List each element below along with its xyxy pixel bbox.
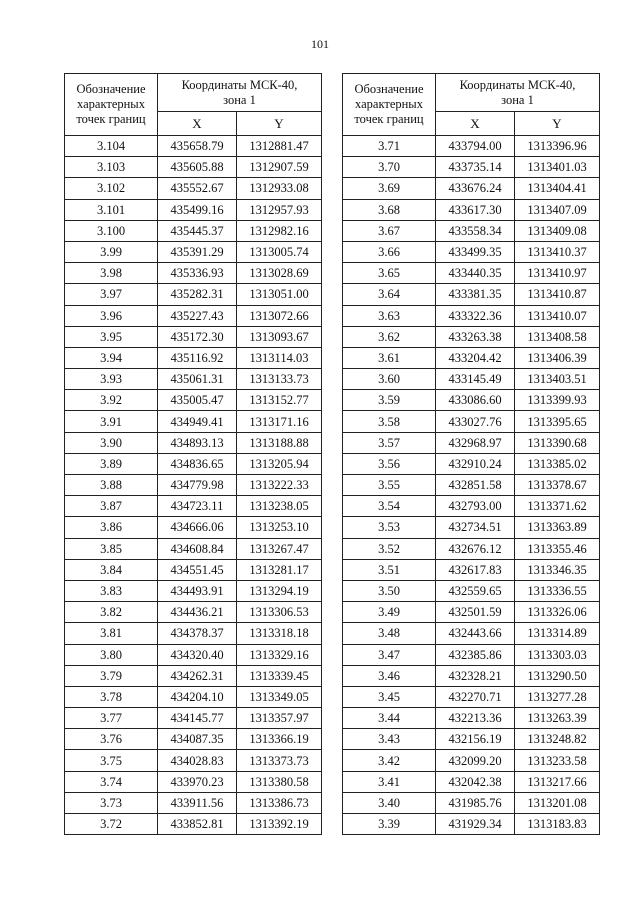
point-designation-cell: 3.78 [65, 686, 158, 707]
designation-header-line-1: Обозначение [354, 82, 424, 96]
point-designation-cell: 3.39 [343, 814, 436, 835]
table-row [343, 559, 600, 580]
point-designation-cell: 3.82 [65, 602, 158, 623]
point-designation-cell: 3.43 [343, 729, 436, 750]
table-row [65, 750, 322, 771]
point-designation-cell: 3.58 [343, 411, 436, 432]
table-row [343, 814, 600, 835]
x-coordinate-cell: 435116.92 [158, 347, 237, 368]
y-coordinate-cell: 1313222.33 [237, 475, 322, 496]
x-header: X [158, 112, 237, 136]
x-coordinate-cell: 432156.19 [436, 729, 515, 750]
x-coordinate-cell: 432734.51 [436, 517, 515, 538]
x-coordinate-cell: 432910.24 [436, 453, 515, 474]
y-header: Y [237, 112, 322, 136]
x-coordinate-cell: 434204.10 [158, 686, 237, 707]
x-coordinate-cell: 432968.97 [436, 432, 515, 453]
x-coordinate-cell: 433086.60 [436, 390, 515, 411]
table-row [65, 411, 322, 432]
table-body [65, 136, 322, 835]
y-coordinate-cell: 1313267.47 [237, 538, 322, 559]
y-coordinate-cell: 1313357.97 [237, 708, 322, 729]
table-row [65, 729, 322, 750]
y-header: Y [515, 112, 600, 136]
table-row [343, 178, 600, 199]
x-coordinate-cell: 432270.71 [436, 686, 515, 707]
table-row [65, 199, 322, 220]
table-row [65, 580, 322, 601]
point-designation-cell: 3.96 [65, 305, 158, 326]
x-coordinate-cell: 433204.42 [436, 347, 515, 368]
point-designation-cell: 3.53 [343, 517, 436, 538]
x-coordinate-cell: 435005.47 [158, 390, 237, 411]
y-coordinate-cell: 1313072.66 [237, 305, 322, 326]
y-coordinate-cell: 1313188.88 [237, 432, 322, 453]
point-designation-cell: 3.68 [343, 199, 436, 220]
point-designation-cell: 3.56 [343, 453, 436, 474]
coordinates-header [158, 74, 322, 112]
y-coordinate-cell: 1313263.39 [515, 708, 600, 729]
y-coordinate-cell: 1313378.67 [515, 475, 600, 496]
table-row [65, 644, 322, 665]
point-designation-cell: 3.66 [343, 241, 436, 262]
table-row [65, 432, 322, 453]
table-row [65, 263, 322, 284]
y-coordinate-cell: 1313385.02 [515, 453, 600, 474]
y-coordinate-cell: 1313217.66 [515, 771, 600, 792]
x-coordinate-cell: 433558.34 [436, 220, 515, 241]
x-coordinate-cell: 434028.83 [158, 750, 237, 771]
point-designation-cell: 3.70 [343, 157, 436, 178]
y-coordinate-cell: 1313233.58 [515, 750, 600, 771]
table-row [343, 602, 600, 623]
x-coordinate-cell: 432385.86 [436, 644, 515, 665]
table-row [343, 220, 600, 241]
table-row [65, 347, 322, 368]
x-coordinate-cell: 435445.37 [158, 220, 237, 241]
point-designation-cell: 3.67 [343, 220, 436, 241]
point-designation-cell: 3.54 [343, 496, 436, 517]
point-designation-cell: 3.44 [343, 708, 436, 729]
x-coordinate-cell: 434779.98 [158, 475, 237, 496]
designation-header-line-1: Обозначение [76, 82, 146, 96]
x-coordinate-cell: 432676.12 [436, 538, 515, 559]
point-designation-cell: 3.87 [65, 496, 158, 517]
point-designation-cell: 3.79 [65, 665, 158, 686]
table-body [343, 136, 600, 835]
table-row [65, 284, 322, 305]
x-header: X [436, 112, 515, 136]
x-coordinate-cell: 433970.23 [158, 771, 237, 792]
point-designation-cell: 3.83 [65, 580, 158, 601]
y-coordinate-cell: 1313404.41 [515, 178, 600, 199]
point-designation-cell: 3.98 [65, 263, 158, 284]
y-coordinate-cell: 1313366.19 [237, 729, 322, 750]
x-coordinate-cell: 434145.77 [158, 708, 237, 729]
x-coordinate-cell: 433322.36 [436, 305, 515, 326]
y-coordinate-cell: 1313005.74 [237, 241, 322, 262]
point-designation-cell: 3.100 [65, 220, 158, 241]
point-designation-cell: 3.95 [65, 326, 158, 347]
x-coordinate-cell: 433617.30 [436, 199, 515, 220]
point-designation-cell: 3.94 [65, 347, 158, 368]
y-coordinate-cell: 1313205.94 [237, 453, 322, 474]
table-row [343, 792, 600, 813]
y-coordinate-cell: 1313248.82 [515, 729, 600, 750]
table-row [65, 390, 322, 411]
table-row [65, 157, 322, 178]
y-coordinate-cell: 1313253.10 [237, 517, 322, 538]
table-row [65, 665, 322, 686]
point-designation-cell: 3.93 [65, 369, 158, 390]
y-coordinate-cell: 1313406.39 [515, 347, 600, 368]
table-row [343, 475, 600, 496]
y-coordinate-cell: 1313380.58 [237, 771, 322, 792]
designation-header-line-2: характерных [77, 97, 145, 111]
point-designation-cell: 3.72 [65, 814, 158, 835]
y-coordinate-cell: 1313290.50 [515, 665, 600, 686]
point-designation-cell: 3.50 [343, 580, 436, 601]
x-coordinate-cell: 433381.35 [436, 284, 515, 305]
table-row [343, 729, 600, 750]
x-coordinate-cell: 435172.30 [158, 326, 237, 347]
x-coordinate-cell: 433676.24 [436, 178, 515, 199]
y-coordinate-cell: 1313183.83 [515, 814, 600, 835]
y-coordinate-cell: 1313410.37 [515, 241, 600, 262]
y-coordinate-cell: 1313401.03 [515, 157, 600, 178]
y-coordinate-cell: 1313277.28 [515, 686, 600, 707]
x-coordinate-cell: 432793.00 [436, 496, 515, 517]
coordinates-header [436, 74, 600, 112]
point-designation-cell: 3.102 [65, 178, 158, 199]
table-row [65, 453, 322, 474]
y-coordinate-cell: 1313409.08 [515, 220, 600, 241]
x-coordinate-cell: 434551.45 [158, 559, 237, 580]
point-designation-cell: 3.47 [343, 644, 436, 665]
table-row [65, 559, 322, 580]
point-designation-cell: 3.69 [343, 178, 436, 199]
table-row [343, 263, 600, 284]
x-coordinate-cell: 432443.66 [436, 623, 515, 644]
x-coordinate-cell: 435336.93 [158, 263, 237, 284]
y-coordinate-cell: 1313371.62 [515, 496, 600, 517]
table-row [343, 390, 600, 411]
x-coordinate-cell: 433735.14 [436, 157, 515, 178]
x-coordinate-cell: 435605.88 [158, 157, 237, 178]
table-row [65, 220, 322, 241]
table-row [343, 708, 600, 729]
table-row [343, 517, 600, 538]
x-coordinate-cell: 434378.37 [158, 623, 237, 644]
x-coordinate-cell: 435391.29 [158, 241, 237, 262]
x-coordinate-cell: 433852.81 [158, 814, 237, 835]
point-designation-cell: 3.65 [343, 263, 436, 284]
y-coordinate-cell: 1313133.73 [237, 369, 322, 390]
y-coordinate-cell: 1313373.73 [237, 750, 322, 771]
table-row [65, 602, 322, 623]
x-coordinate-cell: 432042.38 [436, 771, 515, 792]
coordinates-header-line-1: Координаты МСК-40, [181, 77, 298, 92]
x-coordinate-cell: 434493.91 [158, 580, 237, 601]
coordinates-table-right [342, 73, 600, 835]
y-coordinate-cell: 1313093.67 [237, 326, 322, 347]
table-row [65, 475, 322, 496]
point-designation-cell: 3.97 [65, 284, 158, 305]
x-coordinate-cell: 433499.35 [436, 241, 515, 262]
x-coordinate-cell: 435061.31 [158, 369, 237, 390]
x-coordinate-cell: 434666.06 [158, 517, 237, 538]
point-designation-cell: 3.89 [65, 453, 158, 474]
point-designation-cell: 3.75 [65, 750, 158, 771]
table-row [343, 326, 600, 347]
point-designation-cell: 3.71 [343, 136, 436, 157]
point-designation-cell: 3.63 [343, 305, 436, 326]
y-coordinate-cell: 1313238.05 [237, 496, 322, 517]
coordinates-header-line-1: Координаты МСК-40, [459, 77, 576, 92]
y-coordinate-cell: 1313396.96 [515, 136, 600, 157]
table-row [65, 708, 322, 729]
y-coordinate-cell: 1313051.00 [237, 284, 322, 305]
y-coordinate-cell: 1313314.89 [515, 623, 600, 644]
table-row [343, 453, 600, 474]
y-coordinate-cell: 1313339.45 [237, 665, 322, 686]
table-row [343, 369, 600, 390]
x-coordinate-cell: 432213.36 [436, 708, 515, 729]
point-designation-cell: 3.51 [343, 559, 436, 580]
table-row [65, 538, 322, 559]
coordinates-header-line-2: зона 1 [501, 92, 534, 107]
y-coordinate-cell: 1313355.46 [515, 538, 600, 559]
point-designation-cell: 3.40 [343, 792, 436, 813]
table-row [65, 136, 322, 157]
x-coordinate-cell: 432851.58 [436, 475, 515, 496]
table-row [343, 496, 600, 517]
y-coordinate-cell: 1313152.77 [237, 390, 322, 411]
y-coordinate-cell: 1312933.08 [237, 178, 322, 199]
y-coordinate-cell: 1313410.07 [515, 305, 600, 326]
x-coordinate-cell: 434949.41 [158, 411, 237, 432]
table-row [343, 665, 600, 686]
y-coordinate-cell: 1313408.58 [515, 326, 600, 347]
table-row [343, 644, 600, 665]
y-coordinate-cell: 1313392.19 [237, 814, 322, 835]
table-row [343, 411, 600, 432]
x-coordinate-cell: 433027.76 [436, 411, 515, 432]
table-row [343, 686, 600, 707]
table-row [343, 580, 600, 601]
y-coordinate-cell: 1313326.06 [515, 602, 600, 623]
point-designation-cell: 3.42 [343, 750, 436, 771]
y-coordinate-cell: 1312982.16 [237, 220, 322, 241]
table-row [65, 517, 322, 538]
y-coordinate-cell: 1313306.53 [237, 602, 322, 623]
x-coordinate-cell: 435658.79 [158, 136, 237, 157]
table-row [343, 347, 600, 368]
point-designation-cell: 3.60 [343, 369, 436, 390]
table-row [65, 241, 322, 262]
point-designation-cell: 3.99 [65, 241, 158, 262]
point-designation-cell: 3.48 [343, 623, 436, 644]
x-coordinate-cell: 434723.11 [158, 496, 237, 517]
x-coordinate-cell: 435552.67 [158, 178, 237, 199]
x-coordinate-cell: 435499.16 [158, 199, 237, 220]
point-designation-cell: 3.85 [65, 538, 158, 559]
y-coordinate-cell: 1313395.65 [515, 411, 600, 432]
table-row [343, 538, 600, 559]
point-designation-cell: 3.61 [343, 347, 436, 368]
table-row [65, 369, 322, 390]
point-designation-cell: 3.104 [65, 136, 158, 157]
x-coordinate-cell: 435227.43 [158, 305, 237, 326]
y-coordinate-cell: 1312907.59 [237, 157, 322, 178]
x-coordinate-cell: 431985.76 [436, 792, 515, 813]
x-coordinate-cell: 434608.84 [158, 538, 237, 559]
x-coordinate-cell: 434087.35 [158, 729, 237, 750]
designation-header-line-3: точек границ [354, 112, 424, 126]
point-designation-cell: 3.59 [343, 390, 436, 411]
point-designation-cell: 3.46 [343, 665, 436, 686]
table-row [343, 305, 600, 326]
point-designation-cell: 3.103 [65, 157, 158, 178]
y-coordinate-cell: 1313294.19 [237, 580, 322, 601]
y-coordinate-cell: 1313318.18 [237, 623, 322, 644]
table-row [65, 305, 322, 326]
x-coordinate-cell: 432328.21 [436, 665, 515, 686]
y-coordinate-cell: 1313399.93 [515, 390, 600, 411]
table-row [343, 157, 600, 178]
y-coordinate-cell: 1313201.08 [515, 792, 600, 813]
designation-header-line-3: точек границ [76, 112, 146, 126]
point-designation-cell: 3.62 [343, 326, 436, 347]
y-coordinate-cell: 1313028.69 [237, 263, 322, 284]
point-designation-cell: 3.86 [65, 517, 158, 538]
table-row [65, 178, 322, 199]
table-row [343, 136, 600, 157]
table-row [65, 792, 322, 813]
y-coordinate-cell: 1313114.03 [237, 347, 322, 368]
point-designation-cell: 3.73 [65, 792, 158, 813]
y-coordinate-cell: 1313403.51 [515, 369, 600, 390]
y-coordinate-cell: 1313407.09 [515, 199, 600, 220]
point-designation-cell: 3.91 [65, 411, 158, 432]
y-coordinate-cell: 1313329.16 [237, 644, 322, 665]
point-designation-cell: 3.55 [343, 475, 436, 496]
y-coordinate-cell: 1313346.35 [515, 559, 600, 580]
page-number: 101 [311, 37, 329, 51]
point-designation-cell: 3.41 [343, 771, 436, 792]
x-coordinate-cell: 432501.59 [436, 602, 515, 623]
y-coordinate-cell: 1313349.05 [237, 686, 322, 707]
x-coordinate-cell: 434320.40 [158, 644, 237, 665]
point-designation-cell: 3.84 [65, 559, 158, 580]
y-coordinate-cell: 1313390.68 [515, 432, 600, 453]
coordinates-table-left [64, 73, 322, 835]
designation-header [65, 74, 158, 136]
y-coordinate-cell: 1313171.16 [237, 411, 322, 432]
x-coordinate-cell: 434262.31 [158, 665, 237, 686]
table-row [343, 623, 600, 644]
point-designation-cell: 3.52 [343, 538, 436, 559]
table-row [343, 199, 600, 220]
point-designation-cell: 3.80 [65, 644, 158, 665]
point-designation-cell: 3.101 [65, 199, 158, 220]
point-designation-cell: 3.57 [343, 432, 436, 453]
x-coordinate-cell: 433263.38 [436, 326, 515, 347]
y-coordinate-cell: 1312957.93 [237, 199, 322, 220]
coordinates-header-line-2: зона 1 [223, 92, 256, 107]
table-row [65, 686, 322, 707]
x-coordinate-cell: 433794.00 [436, 136, 515, 157]
table-row [343, 241, 600, 262]
x-coordinate-cell: 433440.35 [436, 263, 515, 284]
table-row [343, 771, 600, 792]
y-coordinate-cell: 1313303.03 [515, 644, 600, 665]
table-row [343, 432, 600, 453]
x-coordinate-cell: 434893.13 [158, 432, 237, 453]
x-coordinate-cell: 433145.49 [436, 369, 515, 390]
designation-header-line-2: характерных [355, 97, 423, 111]
point-designation-cell: 3.76 [65, 729, 158, 750]
point-designation-cell: 3.92 [65, 390, 158, 411]
x-coordinate-cell: 431929.34 [436, 814, 515, 835]
x-coordinate-cell: 435282.31 [158, 284, 237, 305]
y-coordinate-cell: 1312881.47 [237, 136, 322, 157]
x-coordinate-cell: 434836.65 [158, 453, 237, 474]
y-coordinate-cell: 1313386.73 [237, 792, 322, 813]
y-coordinate-cell: 1313281.17 [237, 559, 322, 580]
point-designation-cell: 3.77 [65, 708, 158, 729]
table-row [65, 496, 322, 517]
table-row [65, 623, 322, 644]
x-coordinate-cell: 434436.21 [158, 602, 237, 623]
x-coordinate-cell: 433911.56 [158, 792, 237, 813]
table-row [343, 750, 600, 771]
x-coordinate-cell: 432617.83 [436, 559, 515, 580]
table-row [343, 284, 600, 305]
point-designation-cell: 3.74 [65, 771, 158, 792]
table-row [65, 771, 322, 792]
table-row [65, 326, 322, 347]
point-designation-cell: 3.88 [65, 475, 158, 496]
y-coordinate-cell: 1313410.97 [515, 263, 600, 284]
y-coordinate-cell: 1313410.87 [515, 284, 600, 305]
y-coordinate-cell: 1313363.89 [515, 517, 600, 538]
point-designation-cell: 3.64 [343, 284, 436, 305]
y-coordinate-cell: 1313336.55 [515, 580, 600, 601]
x-coordinate-cell: 432099.20 [436, 750, 515, 771]
point-designation-cell: 3.45 [343, 686, 436, 707]
point-designation-cell: 3.49 [343, 602, 436, 623]
point-designation-cell: 3.90 [65, 432, 158, 453]
point-designation-cell: 3.81 [65, 623, 158, 644]
x-coordinate-cell: 432559.65 [436, 580, 515, 601]
table-row [65, 814, 322, 835]
designation-header [343, 74, 436, 136]
